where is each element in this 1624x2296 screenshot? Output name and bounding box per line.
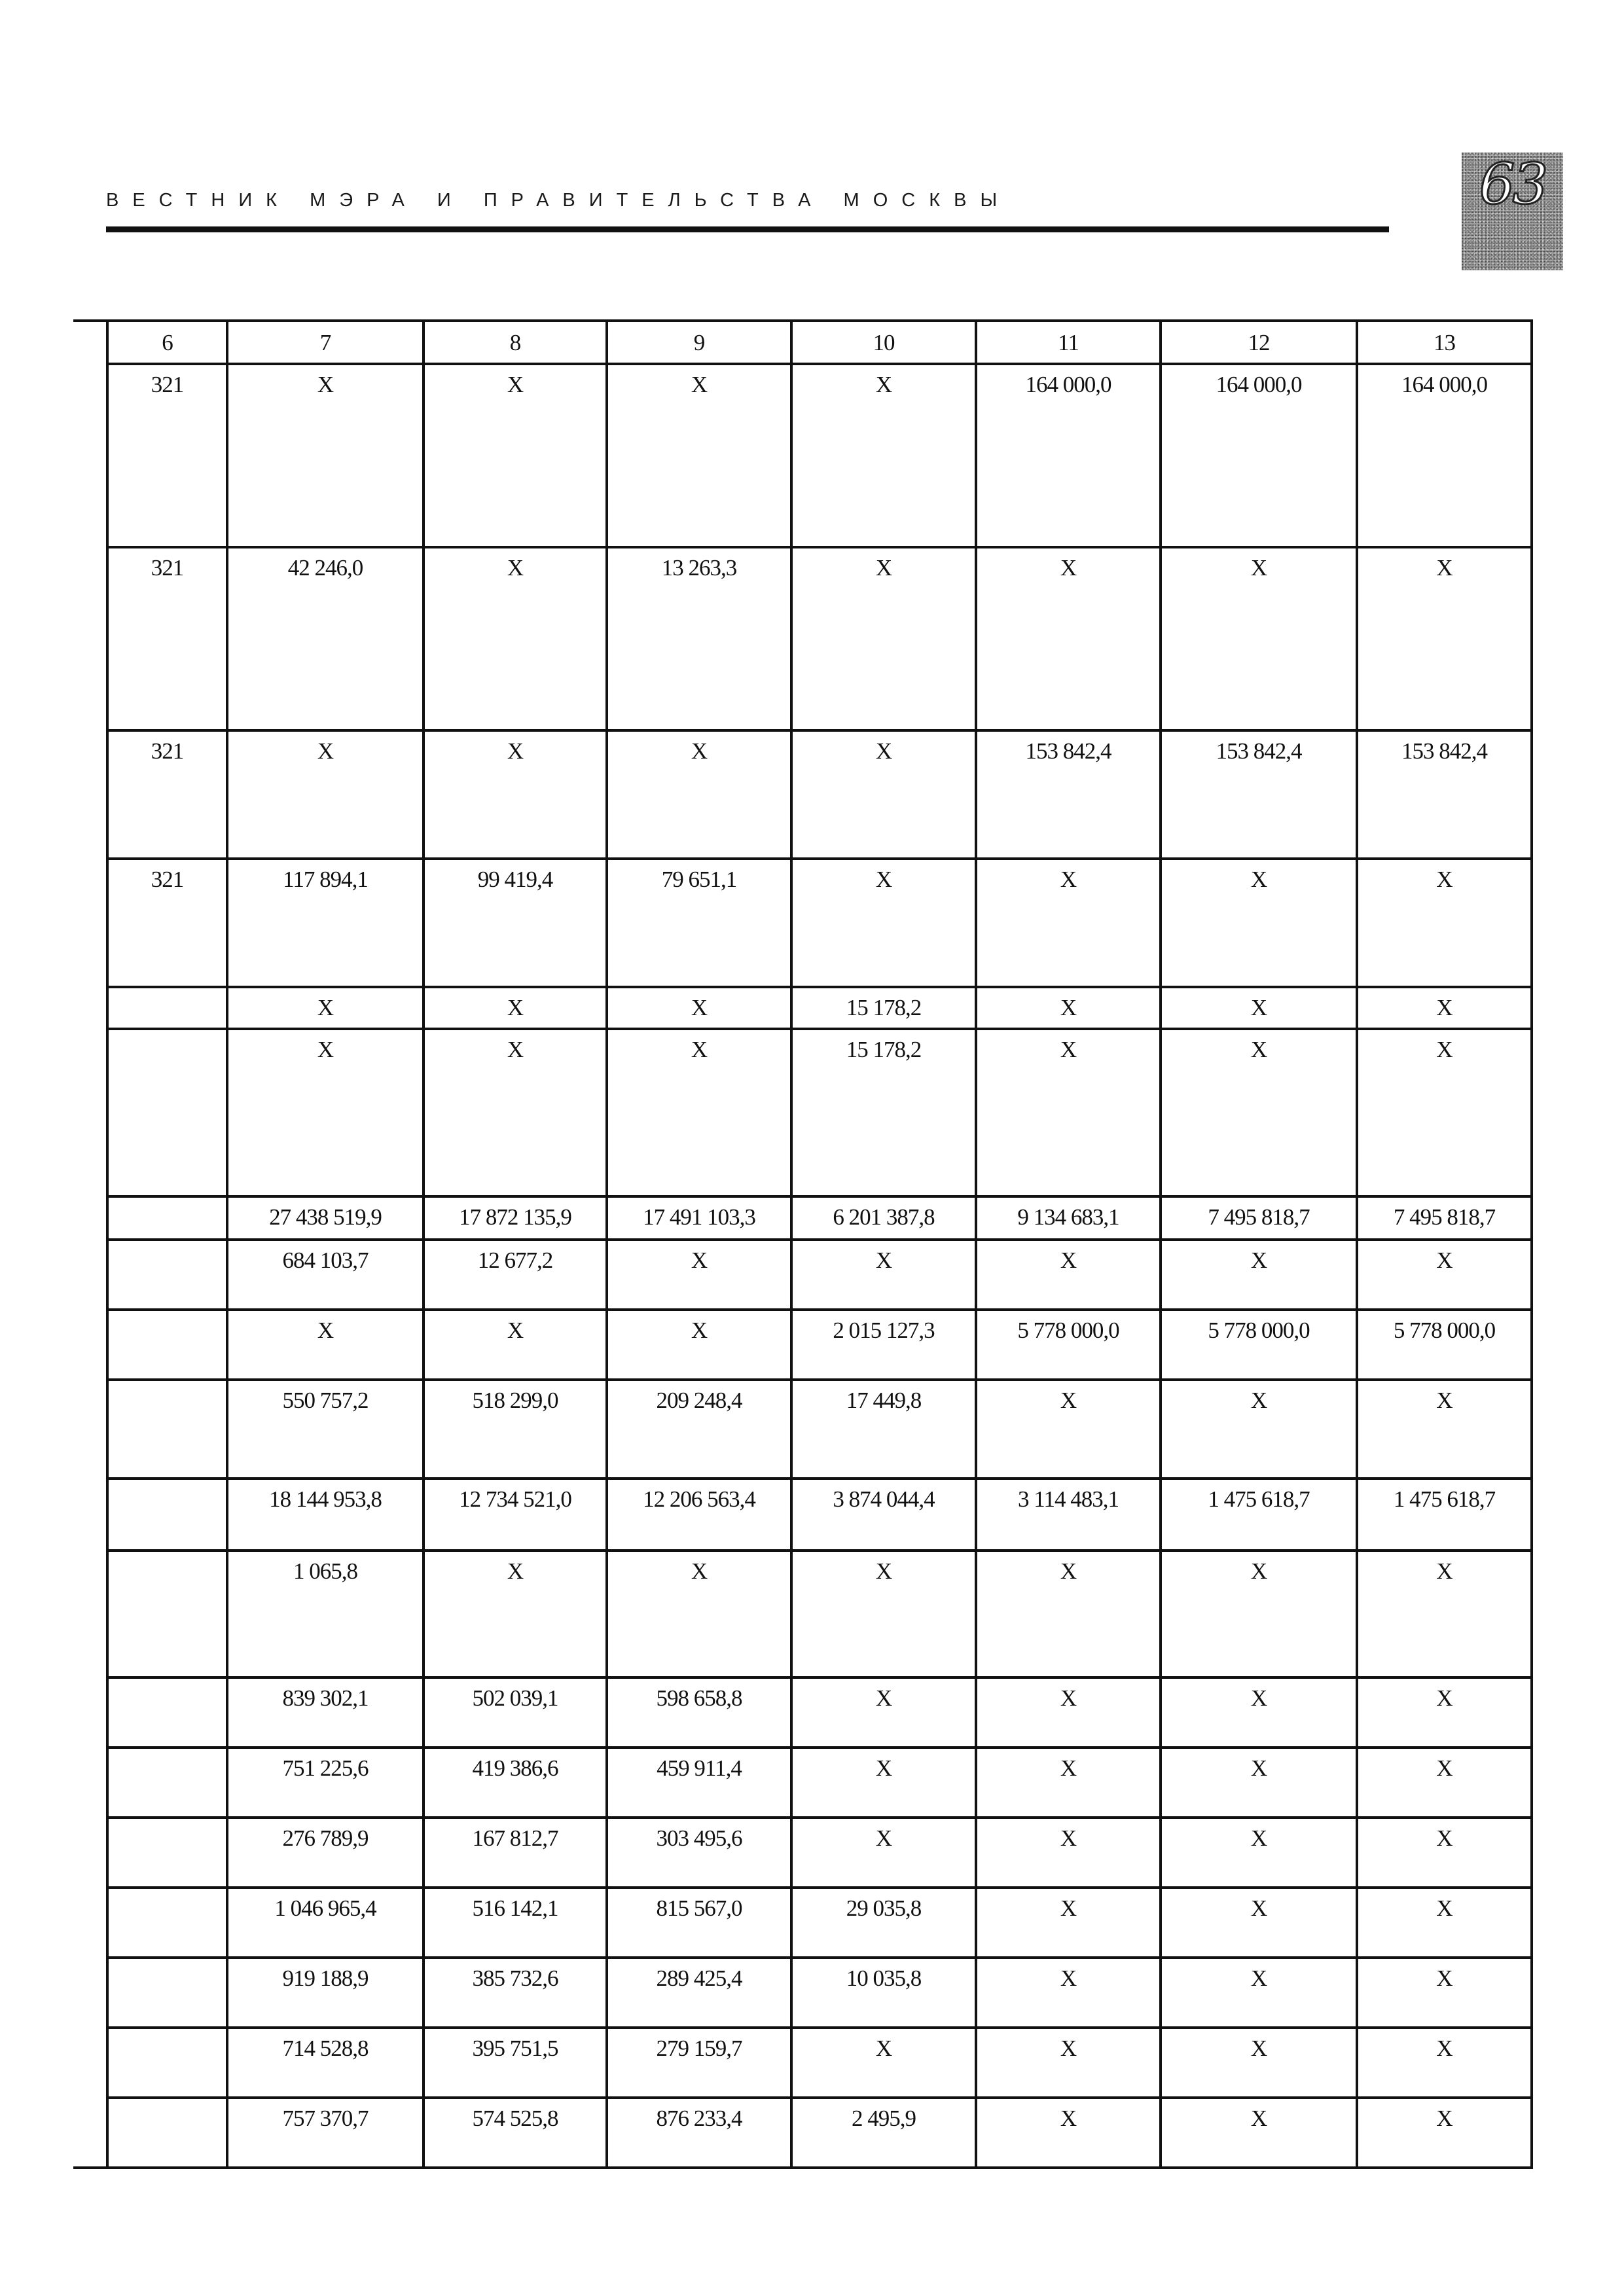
table-cell: 10 035,8 bbox=[791, 1958, 976, 2028]
table-cell: 7 495 818,7 bbox=[1357, 1196, 1532, 1240]
table-cell bbox=[107, 1196, 227, 1240]
table-cell: 42 246,0 bbox=[227, 547, 424, 730]
table-cell: 13 263,3 bbox=[607, 547, 791, 730]
table-cell: Х bbox=[1357, 987, 1532, 1029]
table-cell: 321 bbox=[107, 547, 227, 730]
table-row bbox=[107, 1240, 1532, 1310]
table-cell: 919 188,9 bbox=[227, 1958, 424, 2028]
table-cell: 164 000,0 bbox=[1161, 364, 1357, 547]
table-cell: 5 778 000,0 bbox=[1161, 1310, 1357, 1380]
table-cell: Х bbox=[791, 1748, 976, 1818]
column-header: 10 bbox=[791, 321, 976, 364]
table-cell: Х bbox=[791, 364, 976, 547]
table-cell: 1 475 618,7 bbox=[1357, 1479, 1532, 1551]
table-cell: Х bbox=[976, 987, 1161, 1029]
table-cell: Х bbox=[1161, 2028, 1357, 2098]
table-cell: 1 475 618,7 bbox=[1161, 1479, 1357, 1551]
table-cell bbox=[107, 1310, 227, 1380]
table-cell: 153 842,4 bbox=[1357, 730, 1532, 859]
table-cell: Х bbox=[424, 1551, 607, 1677]
table-cell bbox=[107, 2028, 227, 2098]
table-row bbox=[107, 987, 1532, 1029]
table-cell: Х bbox=[976, 1380, 1161, 1479]
table-cell: 3 114 483,1 bbox=[976, 1479, 1161, 1551]
column-header: 13 bbox=[1357, 321, 1532, 364]
table-cell: 12 206 563,4 bbox=[607, 1479, 791, 1551]
table-row bbox=[107, 1380, 1532, 1479]
page-number-badge bbox=[1462, 152, 1563, 270]
table-cell: Х bbox=[227, 1029, 424, 1196]
table-cell: 27 438 519,9 bbox=[227, 1196, 424, 1240]
table-cell: 1 065,8 bbox=[227, 1551, 424, 1677]
table-cell: Х bbox=[227, 987, 424, 1029]
table-cell: 757 370,7 bbox=[227, 2098, 424, 2168]
table-cell: 12 734 521,0 bbox=[424, 1479, 607, 1551]
table-row bbox=[107, 1677, 1532, 1748]
header-rule bbox=[106, 226, 1389, 232]
table-cell: Х bbox=[1357, 2028, 1532, 2098]
table-cell: 598 658,8 bbox=[607, 1677, 791, 1748]
table-cell: Х bbox=[1357, 1888, 1532, 1958]
table-cell: Х bbox=[1161, 859, 1357, 987]
page-header bbox=[106, 190, 1389, 242]
table-cell: 459 911,4 bbox=[607, 1748, 791, 1818]
table-cell bbox=[107, 987, 227, 1029]
table-cell: 153 842,4 bbox=[1161, 730, 1357, 859]
table-header-row bbox=[107, 321, 1532, 364]
table-cell bbox=[107, 1380, 227, 1479]
table-row bbox=[107, 1479, 1532, 1551]
table-cell: Х bbox=[1357, 1551, 1532, 1677]
table-cell: 164 000,0 bbox=[1357, 364, 1532, 547]
table-row bbox=[107, 1196, 1532, 1240]
table-cell: Х bbox=[976, 1958, 1161, 2028]
table-row bbox=[107, 1888, 1532, 1958]
table-cell: Х bbox=[607, 364, 791, 547]
table-cell: Х bbox=[1161, 1748, 1357, 1818]
table-cell: Х bbox=[976, 1677, 1161, 1748]
table-cell: Х bbox=[1161, 987, 1357, 1029]
table-cell: Х bbox=[1357, 2098, 1532, 2168]
table-left-stub bbox=[73, 319, 107, 2169]
table-cell: 3 874 044,4 bbox=[791, 1479, 976, 1551]
page-number: 63 bbox=[1479, 152, 1546, 217]
table-cell: Х bbox=[976, 547, 1161, 730]
table-cell: 516 142,1 bbox=[424, 1888, 607, 1958]
column-header: 12 bbox=[1161, 321, 1357, 364]
table-cell: Х bbox=[791, 1240, 976, 1310]
table-cell: Х bbox=[607, 730, 791, 859]
table-cell: Х bbox=[791, 1551, 976, 1677]
table-cell: Х bbox=[1357, 859, 1532, 987]
table-cell: Х bbox=[976, 1029, 1161, 1196]
table-cell: 164 000,0 bbox=[976, 364, 1161, 547]
table-cell: 79 651,1 bbox=[607, 859, 791, 987]
table-cell: Х bbox=[791, 730, 976, 859]
table-row bbox=[107, 1551, 1532, 1677]
table-cell bbox=[107, 1818, 227, 1888]
table-cell: Х bbox=[791, 1677, 976, 1748]
table-cell: 385 732,6 bbox=[424, 1958, 607, 2028]
table-cell: Х bbox=[424, 1029, 607, 1196]
table-cell: Х bbox=[1357, 1240, 1532, 1310]
table-row bbox=[107, 1029, 1532, 1196]
table-cell: Х bbox=[424, 1310, 607, 1380]
table-cell: Х bbox=[1161, 1818, 1357, 1888]
table-cell: Х bbox=[607, 1029, 791, 1196]
table-cell: Х bbox=[1357, 1818, 1532, 1888]
table-cell: Х bbox=[1161, 1958, 1357, 2028]
table-cell: 815 567,0 bbox=[607, 1888, 791, 1958]
table-cell: 279 159,7 bbox=[607, 2028, 791, 2098]
table-cell: Х bbox=[791, 547, 976, 730]
table-cell: 684 103,7 bbox=[227, 1240, 424, 1310]
table-cell: 17 491 103,3 bbox=[607, 1196, 791, 1240]
table-cell: 5 778 000,0 bbox=[976, 1310, 1161, 1380]
table-cell: 2 015 127,3 bbox=[791, 1310, 976, 1380]
table-cell: 9 134 683,1 bbox=[976, 1196, 1161, 1240]
table-cell: 167 812,7 bbox=[424, 1818, 607, 1888]
table-cell: 276 789,9 bbox=[227, 1818, 424, 1888]
table-cell: 6 201 387,8 bbox=[791, 1196, 976, 1240]
table-cell: Х bbox=[976, 1818, 1161, 1888]
table-cell: 17 872 135,9 bbox=[424, 1196, 607, 1240]
column-header: 8 bbox=[424, 321, 607, 364]
table-cell: Х bbox=[791, 1818, 976, 1888]
table-cell: 99 419,4 bbox=[424, 859, 607, 987]
table-cell: 321 bbox=[107, 364, 227, 547]
table-cell: 7 495 818,7 bbox=[1161, 1196, 1357, 1240]
table-cell: Х bbox=[424, 987, 607, 1029]
table-cell bbox=[107, 1888, 227, 1958]
table-cell: 550 757,2 bbox=[227, 1380, 424, 1479]
table-row bbox=[107, 1958, 1532, 2028]
table-cell: Х bbox=[424, 730, 607, 859]
column-header: 9 bbox=[607, 321, 791, 364]
table-cell: Х bbox=[976, 1888, 1161, 1958]
table-row bbox=[107, 2028, 1532, 2098]
table-cell: 574 525,8 bbox=[424, 2098, 607, 2168]
table-cell bbox=[107, 1551, 227, 1677]
table-cell: Х bbox=[227, 1310, 424, 1380]
table-cell bbox=[107, 1240, 227, 1310]
table-row bbox=[107, 859, 1532, 987]
table-cell: 18 144 953,8 bbox=[227, 1479, 424, 1551]
table-cell: Х bbox=[227, 364, 424, 547]
table-row bbox=[107, 1818, 1532, 1888]
table-cell: Х bbox=[976, 859, 1161, 987]
table-cell: 117 894,1 bbox=[227, 859, 424, 987]
table-row bbox=[107, 2098, 1532, 2168]
table-cell: Х bbox=[1161, 1551, 1357, 1677]
table-cell: 502 039,1 bbox=[424, 1677, 607, 1748]
table-cell: Х bbox=[1357, 1958, 1532, 2028]
table-cell: 839 302,1 bbox=[227, 1677, 424, 1748]
data-table bbox=[106, 319, 1533, 2169]
table-cell: Х bbox=[424, 364, 607, 547]
table-cell: Х bbox=[976, 1240, 1161, 1310]
table-cell: Х bbox=[1161, 547, 1357, 730]
table-cell: Х bbox=[1161, 1240, 1357, 1310]
table-cell: Х bbox=[607, 1310, 791, 1380]
table-cell: 751 225,6 bbox=[227, 1748, 424, 1818]
data-table-container bbox=[73, 319, 1530, 2169]
table-cell: 303 495,6 bbox=[607, 1818, 791, 1888]
table-cell: Х bbox=[607, 1240, 791, 1310]
table-cell bbox=[107, 1479, 227, 1551]
table-cell: Х bbox=[607, 987, 791, 1029]
table-cell: 209 248,4 bbox=[607, 1380, 791, 1479]
table-cell: Х bbox=[976, 2098, 1161, 2168]
table-cell: 15 178,2 bbox=[791, 987, 976, 1029]
table-cell: Х bbox=[1161, 1380, 1357, 1479]
table-cell: Х bbox=[791, 2028, 976, 2098]
table-row bbox=[107, 1748, 1532, 1818]
table-cell: 289 425,4 bbox=[607, 1958, 791, 2028]
table-cell: 153 842,4 bbox=[976, 730, 1161, 859]
table-cell: Х bbox=[1357, 1677, 1532, 1748]
table-cell bbox=[107, 1958, 227, 2028]
table-cell: Х bbox=[976, 2028, 1161, 2098]
table-cell: 419 386,6 bbox=[424, 1748, 607, 1818]
table-cell: Х bbox=[1161, 1677, 1357, 1748]
table-cell: 1 046 965,4 bbox=[227, 1888, 424, 1958]
table-cell: 5 778 000,0 bbox=[1357, 1310, 1532, 1380]
table-cell bbox=[107, 1748, 227, 1818]
table-cell: Х bbox=[1357, 1748, 1532, 1818]
table-cell: Х bbox=[976, 1748, 1161, 1818]
table-cell: 17 449,8 bbox=[791, 1380, 976, 1479]
table-cell: Х bbox=[1357, 1029, 1532, 1196]
table-cell: Х bbox=[1161, 2098, 1357, 2168]
table-cell bbox=[107, 1029, 227, 1196]
table-row bbox=[107, 1310, 1532, 1380]
table-cell: 876 233,4 bbox=[607, 2098, 791, 2168]
table-row bbox=[107, 547, 1532, 730]
table-cell: 15 178,2 bbox=[791, 1029, 976, 1196]
table-cell: 518 299,0 bbox=[424, 1380, 607, 1479]
table-cell: 395 751,5 bbox=[424, 2028, 607, 2098]
table-cell: 29 035,8 bbox=[791, 1888, 976, 1958]
table-cell: 2 495,9 bbox=[791, 2098, 976, 2168]
table-cell: 714 528,8 bbox=[227, 2028, 424, 2098]
table-cell: Х bbox=[227, 730, 424, 859]
table-cell bbox=[107, 1677, 227, 1748]
column-header: 6 bbox=[107, 321, 227, 364]
table-row bbox=[107, 364, 1532, 547]
table-cell: Х bbox=[976, 1551, 1161, 1677]
table-cell: Х bbox=[1161, 1888, 1357, 1958]
table-cell: 12 677,2 bbox=[424, 1240, 607, 1310]
column-header: 11 bbox=[976, 321, 1161, 364]
table-cell: Х bbox=[1161, 1029, 1357, 1196]
table-cell: Х bbox=[791, 859, 976, 987]
column-header: 7 bbox=[227, 321, 424, 364]
table-cell: 321 bbox=[107, 730, 227, 859]
table-cell: 321 bbox=[107, 859, 227, 987]
table-cell bbox=[107, 2098, 227, 2168]
table-row bbox=[107, 730, 1532, 859]
table-cell: Х bbox=[1357, 1380, 1532, 1479]
table-body bbox=[107, 364, 1532, 2168]
table-cell: Х bbox=[607, 1551, 791, 1677]
journal-title: ВЕСТНИК МЭРА И ПРАВИТЕЛЬСТВА МОСКВЫ bbox=[106, 190, 1011, 211]
table-cell: Х bbox=[1357, 547, 1532, 730]
table-cell: Х bbox=[424, 547, 607, 730]
